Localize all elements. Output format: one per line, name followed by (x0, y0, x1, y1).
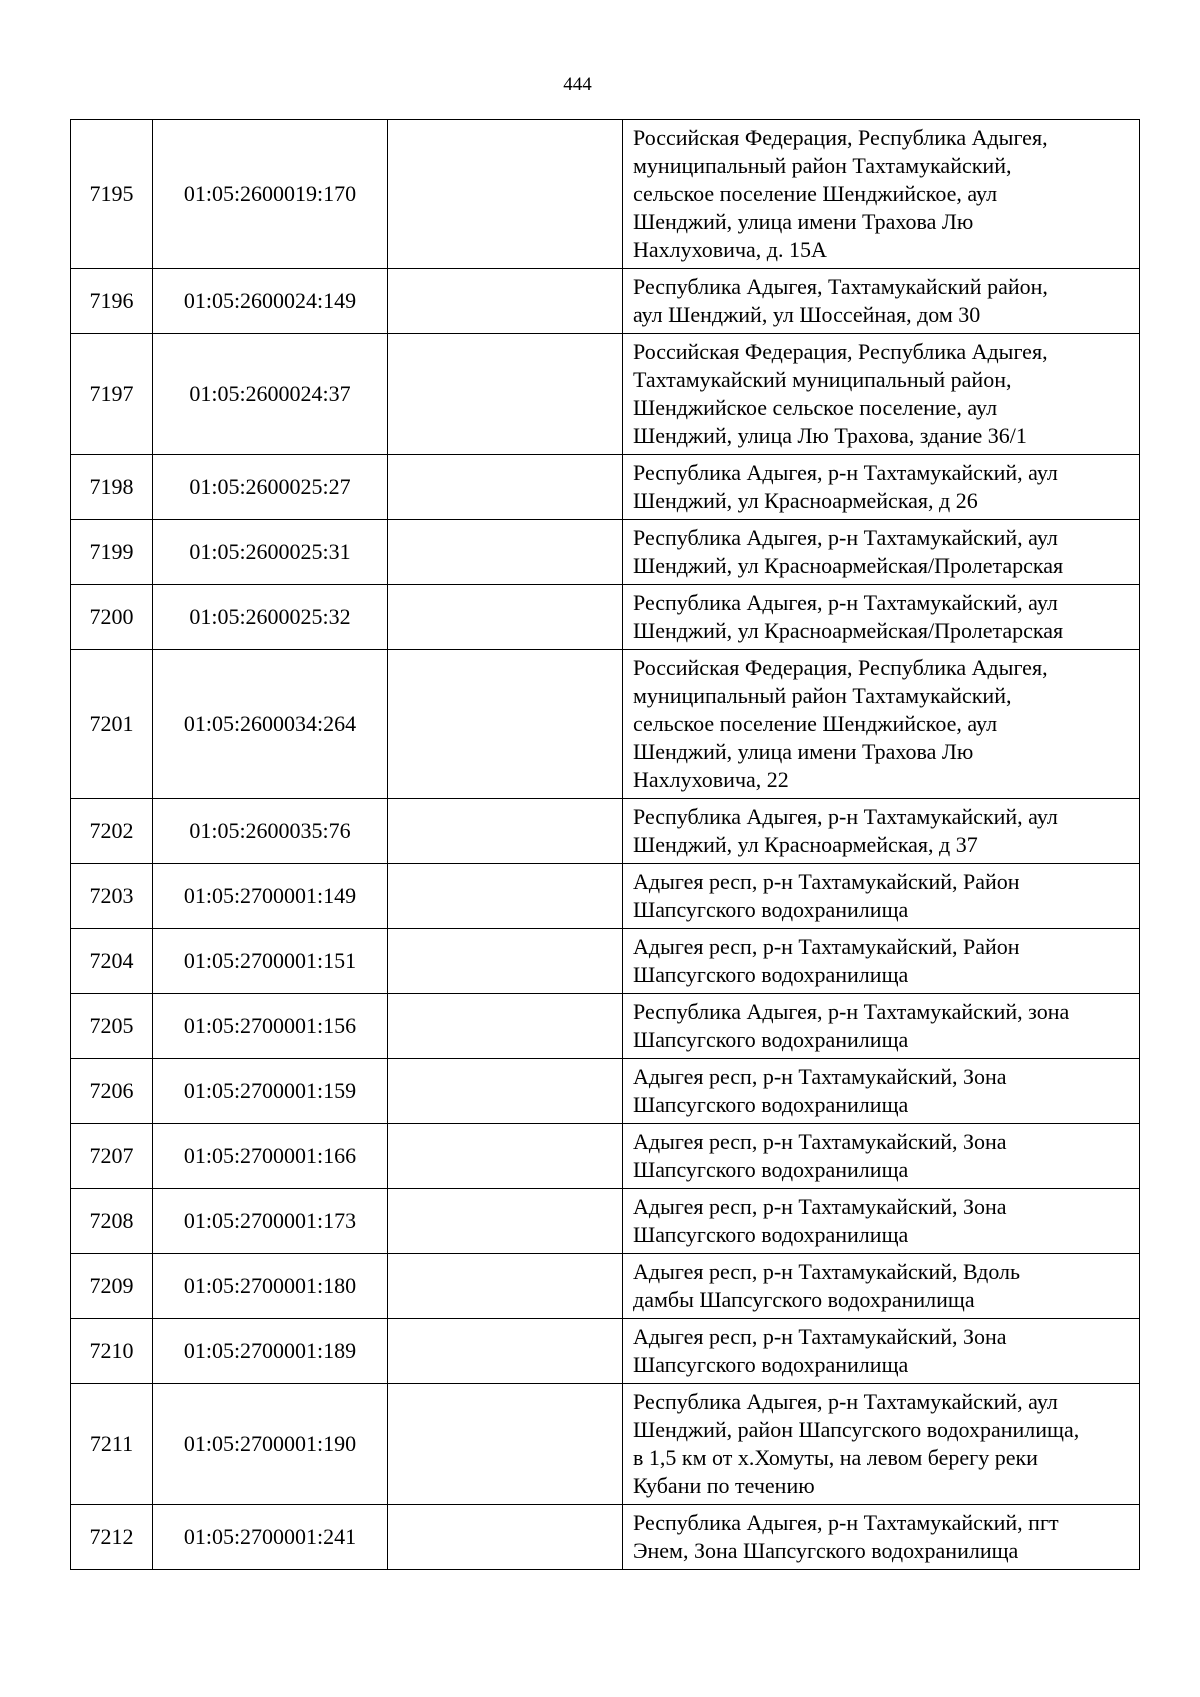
address-line: Республика Адыгея, р-н Тахтамукайский, аул (633, 525, 1058, 550)
address-cell (623, 799, 1140, 864)
registry-table (70, 119, 1140, 1570)
address-cell (623, 269, 1140, 334)
address-line: Шапсугского водохранилища (633, 1352, 909, 1377)
address-line: Нахлуховича, 22 (633, 767, 789, 792)
address-line: Республика Адыгея, р-н Тахтамукайский, аул (633, 804, 1058, 829)
table-row (71, 1189, 1140, 1254)
row-number-cell: 7212 (71, 1505, 153, 1570)
address-cell (623, 929, 1140, 994)
address-cell (623, 1059, 1140, 1124)
row-number-cell: 7205 (71, 994, 153, 1059)
row-number-cell: 7196 (71, 269, 153, 334)
address-line: Республика Адыгея, р-н Тахтамукайский, зона (633, 999, 1070, 1024)
empty-cell (388, 455, 623, 520)
empty-cell (388, 1254, 623, 1319)
address-cell (623, 585, 1140, 650)
cadastral-number-cell: 01:05:2700001:241 (153, 1505, 388, 1570)
table-row (71, 929, 1140, 994)
empty-cell (388, 1505, 623, 1570)
table-row (71, 1505, 1140, 1570)
address-cell (623, 334, 1140, 455)
empty-cell (388, 864, 623, 929)
empty-cell (388, 585, 623, 650)
address-line: Шенджий, улица Лю Трахова, здание 36/1 (633, 423, 1027, 448)
address-line: Тахтамукайский муниципальный район, (633, 367, 1012, 392)
address-line: Энем, Зона Шапсугского водохранилища (633, 1538, 1019, 1563)
address-line: муниципальный район Тахтамукайский, (633, 683, 1012, 708)
empty-cell (388, 1189, 623, 1254)
cadastral-number-cell: 01:05:2700001:173 (153, 1189, 388, 1254)
cadastral-number-cell: 01:05:2600034:264 (153, 650, 388, 799)
address-line: Шенджий, улица имени Трахова Лю (633, 209, 974, 234)
address-line: Шенджий, ул Красноармейская/Пролетарская (633, 553, 1064, 578)
table-row (71, 120, 1140, 269)
row-number-cell: 7201 (71, 650, 153, 799)
row-number-cell: 7202 (71, 799, 153, 864)
table-row (71, 994, 1140, 1059)
cadastral-number-cell: 01:05:2600025:27 (153, 455, 388, 520)
empty-cell (388, 929, 623, 994)
empty-cell (388, 1384, 623, 1505)
cadastral-number-cell: 01:05:2700001:151 (153, 929, 388, 994)
cadastral-number-cell: 01:05:2600025:32 (153, 585, 388, 650)
row-number-cell: 7208 (71, 1189, 153, 1254)
table-row (71, 1124, 1140, 1189)
cadastral-number-cell: 01:05:2600024:149 (153, 269, 388, 334)
address-line: Шенджий, улица имени Трахова Лю (633, 739, 974, 764)
address-line: Адыгея респ, р-н Тахтамукайский, Вдоль (633, 1259, 1021, 1284)
address-line: Российская Федерация, Республика Адыгея, (633, 339, 1048, 364)
address-line: Шенджий, ул Красноармейская/Пролетарская (633, 618, 1064, 643)
address-line: Шенджий, ул Красноармейская, д 37 (633, 832, 978, 857)
address-line: Республика Адыгея, Тахтамукайский район, (633, 274, 1048, 299)
address-cell (623, 1384, 1140, 1505)
table-row (71, 334, 1140, 455)
address-line: Шапсугского водохранилища (633, 1027, 909, 1052)
address-line: в 1,5 км от х.Хомуты, на левом берегу реки (633, 1445, 1038, 1470)
cadastral-number-cell: 01:05:2700001:149 (153, 864, 388, 929)
row-number-cell: 7206 (71, 1059, 153, 1124)
empty-cell (388, 1059, 623, 1124)
address-line: Адыгея респ, р-н Тахтамукайский, Зона (633, 1324, 1007, 1349)
table-row (71, 864, 1140, 929)
address-cell (623, 1319, 1140, 1384)
address-line: Шапсугского водохранилища (633, 962, 909, 987)
page-number: 444 (563, 74, 592, 95)
address-line: сельское поселение Шенджийское, аул (633, 181, 998, 206)
cadastral-number-cell: 01:05:2700001:180 (153, 1254, 388, 1319)
address-line: Республика Адыгея, р-н Тахтамукайский, аул (633, 460, 1058, 485)
table-row (71, 269, 1140, 334)
row-number-cell: 7204 (71, 929, 153, 994)
address-line: Адыгея респ, р-н Тахтамукайский, Зона (633, 1064, 1007, 1089)
address-line: Адыгея респ, р-н Тахтамукайский, Зона (633, 1129, 1007, 1154)
empty-cell (388, 1124, 623, 1189)
row-number-cell: 7209 (71, 1254, 153, 1319)
address-line: муниципальный район Тахтамукайский, (633, 153, 1012, 178)
row-number-cell: 7203 (71, 864, 153, 929)
address-cell (623, 1254, 1140, 1319)
empty-cell (388, 1319, 623, 1384)
table-row (71, 520, 1140, 585)
address-line: Шенджийское сельское поселение, аул (633, 395, 998, 420)
cadastral-number-cell: 01:05:2700001:159 (153, 1059, 388, 1124)
address-cell (623, 1189, 1140, 1254)
address-line: Шапсугского водохранилища (633, 1222, 909, 1247)
address-line: Нахлуховича, д. 15А (633, 237, 827, 262)
cadastral-number-cell: 01:05:2600019:170 (153, 120, 388, 269)
table-row (71, 650, 1140, 799)
address-cell (623, 120, 1140, 269)
row-number-cell: 7207 (71, 1124, 153, 1189)
address-line: Кубани по течению (633, 1473, 815, 1498)
table-row (71, 1384, 1140, 1505)
empty-cell (388, 269, 623, 334)
row-number-cell: 7197 (71, 334, 153, 455)
registry-table-body (71, 120, 1140, 1570)
table-row (71, 1319, 1140, 1384)
address-cell (623, 994, 1140, 1059)
address-line: Шапсугского водохранилища (633, 1092, 909, 1117)
address-line: аул Шенджий, ул Шоссейная, дом 30 (633, 302, 981, 327)
address-line: Республика Адыгея, р-н Тахтамукайский, аул (633, 590, 1058, 615)
row-number-cell: 7200 (71, 585, 153, 650)
row-number-cell: 7210 (71, 1319, 153, 1384)
table-row (71, 1059, 1140, 1124)
empty-cell (388, 650, 623, 799)
cadastral-number-cell: 01:05:2700001:156 (153, 994, 388, 1059)
cadastral-number-cell: 01:05:2600035:76 (153, 799, 388, 864)
address-line: Адыгея респ, р-н Тахтамукайский, Район (633, 934, 1020, 959)
cadastral-number-cell: 01:05:2700001:166 (153, 1124, 388, 1189)
address-line: Адыгея респ, р-н Тахтамукайский, Зона (633, 1194, 1007, 1219)
address-line: Республика Адыгея, р-н Тахтамукайский, пгт (633, 1510, 1059, 1535)
empty-cell (388, 520, 623, 585)
address-cell (623, 1124, 1140, 1189)
address-line: Шапсугского водохранилища (633, 1157, 909, 1182)
address-line: Российская Федерация, Республика Адыгея, (633, 655, 1048, 680)
address-line: Шенджий, ул Красноармейская, д 26 (633, 488, 978, 513)
address-cell (623, 1505, 1140, 1570)
address-line: Шенджий, район Шапсугского водохранилища, (633, 1417, 1080, 1442)
cadastral-number-cell: 01:05:2700001:190 (153, 1384, 388, 1505)
table-row (71, 1254, 1140, 1319)
row-number-cell: 7198 (71, 455, 153, 520)
table-row (71, 799, 1140, 864)
table-row (71, 455, 1140, 520)
empty-cell (388, 120, 623, 269)
address-line: сельское поселение Шенджийское, аул (633, 711, 998, 736)
address-line: Шапсугского водохранилища (633, 897, 909, 922)
row-number-cell: 7195 (71, 120, 153, 269)
row-number-cell: 7199 (71, 520, 153, 585)
address-cell (623, 455, 1140, 520)
empty-cell (388, 799, 623, 864)
cadastral-number-cell: 01:05:2700001:189 (153, 1319, 388, 1384)
empty-cell (388, 334, 623, 455)
cadastral-number-cell: 01:05:2600024:37 (153, 334, 388, 455)
cadastral-number-cell: 01:05:2600025:31 (153, 520, 388, 585)
address-cell (623, 650, 1140, 799)
address-line: дамбы Шапсугского водохранилища (633, 1287, 975, 1312)
address-line: Российская Федерация, Республика Адыгея, (633, 125, 1048, 150)
address-cell (623, 864, 1140, 929)
table-row (71, 585, 1140, 650)
address-cell (623, 520, 1140, 585)
row-number-cell: 7211 (71, 1384, 153, 1505)
address-line: Республика Адыгея, р-н Тахтамукайский, аул (633, 1389, 1058, 1414)
address-line: Адыгея респ, р-н Тахтамукайский, Район (633, 869, 1020, 894)
empty-cell (388, 994, 623, 1059)
